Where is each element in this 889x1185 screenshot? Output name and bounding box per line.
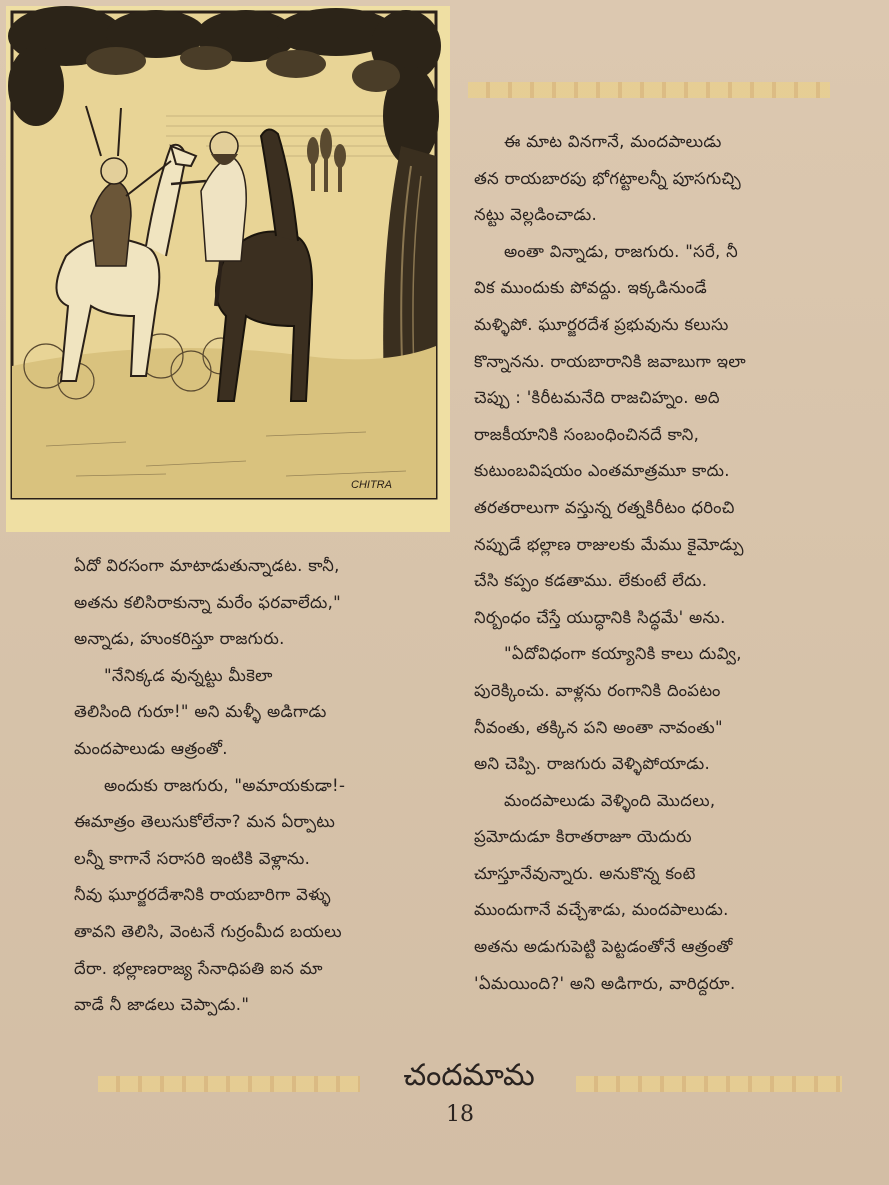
text-line: విక ముందుకు పోవద్దు. ఇక్కడినుండే bbox=[474, 278, 708, 298]
text-line: కుటుంబవిషయం ఎంతమాత్రమూ కాదు. bbox=[474, 461, 730, 481]
text-line: లన్నీ కాగానే సరాసరి ఇంటికి వెళ్లాను. bbox=[74, 848, 311, 868]
text-line: "నేనిక్కడ వున్నట్టు మీకెలా bbox=[104, 665, 273, 685]
text-line: తన రాయబారపు భోగట్టాలన్నీ పూసగుచ్చి bbox=[474, 168, 742, 188]
text-line: నీవంతు, తక్కిన పని అంతా నావంతు" bbox=[474, 717, 723, 737]
text-line: తరతరాలుగా వస్తున్న రత్నకిరీటం ధరించి bbox=[474, 497, 735, 517]
text-line: చెప్పు : 'కిరీటమనేది రాజచిహ్నం. అది bbox=[474, 388, 720, 408]
text-line: చేసి కప్పం కడతాము. లేకుంటే లేదు. bbox=[474, 571, 708, 591]
right-text-column bbox=[474, 124, 854, 1002]
decorative-band-top bbox=[468, 82, 830, 98]
text-line: చూస్తూనేవున్నారు. అనుకొన్న కంటె bbox=[474, 863, 696, 883]
text-line: రాజకీయానికి సంబంధించినదే కాని, bbox=[474, 424, 700, 444]
text-line: తెలిసింది గురూ!" అని మళ్ళీ అడిగాడు bbox=[74, 702, 327, 722]
horse-riders-illustration bbox=[6, 6, 450, 532]
text-line: 'ఏమయింది?' అని అడిగారు, వారిద్దరూ. bbox=[474, 973, 736, 993]
text-line: అందుకు రాజగురు, "అమాయకుడా!- bbox=[104, 775, 346, 795]
decorative-band-bottom-right bbox=[576, 1076, 842, 1092]
text-line: దేరా. భల్లాణరాజ్య సేనాధిపతి ఐన మా bbox=[74, 958, 323, 978]
text-line: వాడే నీ జాడలు చెప్పాడు." bbox=[74, 995, 250, 1015]
page-number: 18 bbox=[446, 1102, 474, 1127]
text-line: "ఏదోవిధంగా కయ్యానికి కాలు దువ్వి, bbox=[504, 644, 742, 664]
text-line: కొన్నానను. రాయబారానికి జవాబుగా ఇలా bbox=[474, 351, 746, 371]
text-line: మందపాలుడు వెళ్ళింది మొదలు, bbox=[504, 790, 716, 810]
text-line: ప్రమోదుడూ కిరాతరాజూ యెదురు bbox=[474, 827, 692, 847]
text-line: పురెక్కించు. వాళ్లను రంగానికి దింపటం bbox=[474, 680, 721, 700]
magazine-masthead: చందమామ bbox=[403, 1058, 535, 1093]
left-text-column bbox=[74, 548, 458, 1024]
text-line: అతను అడుగుపెట్టి పెట్టడంతోనే ఆత్రంతో bbox=[474, 937, 733, 957]
text-line: మందపాలుడు ఆత్రంతో. bbox=[74, 738, 228, 758]
story-illustration bbox=[6, 6, 450, 532]
text-line: తావని తెలిసి, వెంటనే గుర్రంమీద బయలు bbox=[74, 921, 342, 941]
text-line: ఏదో విరసంగా మాటాడుతున్నాడట. కానీ, bbox=[74, 556, 340, 575]
text-line: ఈ మాట వినగానే, మందపాలుడు bbox=[504, 132, 722, 151]
text-line: అన్నాడు, హుంకరిస్తూ రాజగురు. bbox=[74, 629, 285, 649]
text-line: నట్టు వెల్లడించాడు. bbox=[474, 205, 598, 225]
text-line: అంతా విన్నాడు, రాజగురు. "సరే, నీ bbox=[504, 241, 739, 261]
decorative-band-bottom-left bbox=[98, 1076, 360, 1092]
text-line: అతను కలిసిరాకున్నా మరేం ఫరవాలేదు," bbox=[74, 592, 342, 612]
text-line: అని చెప్పి. రాజగురు వెళ్ళిపోయాడు. bbox=[474, 754, 711, 774]
text-line: మళ్ళిపో. ఘూర్జరదేశ ప్రభువును కలుసు bbox=[474, 314, 729, 334]
text-line: నప్పుడే భల్లాణ రాజులకు మేము కైమోడ్పు bbox=[474, 534, 744, 554]
text-line: ఈమాత్రం తెలుసుకోలేనా? మన ఏర్పాటు bbox=[74, 812, 336, 832]
illustration-signature: CHITRA bbox=[351, 479, 392, 491]
text-line: నీవు ఘూర్జరదేశానికి రాయబారిగా వెళ్ళు bbox=[74, 885, 331, 905]
text-line: ముందుగానే వచ్చేశాడు, మందపాలుడు. bbox=[474, 900, 729, 920]
text-line: నిర్బంధం చేస్తే యుద్ధానికి సిద్ధమే' అను. bbox=[474, 607, 726, 627]
